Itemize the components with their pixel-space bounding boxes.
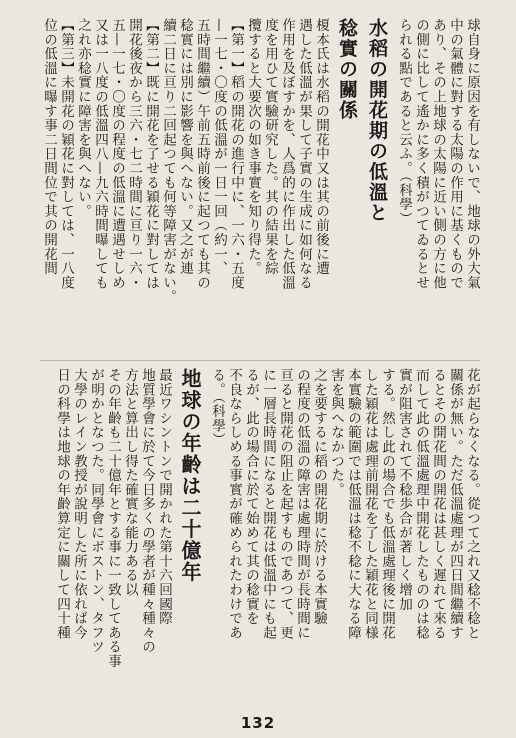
- text-column: 中の氣體に對する太陽の作用に基くもので: [447, 18, 463, 290]
- text-column: その年齡も二十億年とする事に一致してある事: [105, 368, 121, 669]
- text-column: るとその開花間の開花は甚しく遲れて來る: [430, 368, 446, 640]
- text-column: 之を要するに稻の開花期に於ける本實驗: [311, 368, 327, 626]
- text-column: 而して此の低溫處理中開花したもののは稔: [413, 368, 429, 640]
- text-column: 最近ワシントンで開かれた第十六回國際: [156, 368, 172, 626]
- text-column: 續二日に亘り二回起つても何等障害がない。: [160, 18, 176, 304]
- text-column: 不良ならしめる事實が確められたわけであ: [226, 368, 242, 640]
- text-column: 花が起らなくなる。從つて之れ又稔不稔と: [464, 368, 480, 640]
- text-column: 五時間繼續）午前五時前後に起つても其の: [194, 18, 210, 290]
- text-column: 遇した低溫が果して子實の生成に如何なる: [296, 18, 312, 290]
- text-column: に一層長時間になると開花は低溫中にも起: [260, 368, 276, 640]
- text-column: 關係が無い。ただ低溫處理が四日間繼續す: [447, 368, 463, 640]
- text-column: —一七・〇度の低溫が一日一回（約一、: [211, 18, 227, 276]
- text-column: 方法と算出し得た確實な能力ある以: [122, 368, 138, 597]
- text-column: した穎花は處理前開花を了した穎花と同様: [362, 368, 378, 640]
- text-column: 五—一七・〇度の程度の低溫に遭遇せしめ: [109, 18, 125, 290]
- text-column: 【第二】既に開花を了せる穎花に對しては: [143, 18, 159, 290]
- text-column: の側に比して遙かに多く積がつてゐるとせ: [413, 18, 429, 290]
- text-column: 作用を及ぼすかを、人爲的に作出した低溫: [279, 18, 295, 290]
- text-column: 亘ると開花の阻止を起すものであつて、更: [277, 368, 293, 640]
- text-column: の程度の低溫の障害は處理時間が長時間に: [294, 368, 310, 640]
- text-column: 開花後夜から三六・七二時間に亘り一六・: [126, 18, 142, 290]
- text-column: 地質學會に於て今日多くの學者が種々種々の: [139, 368, 155, 654]
- text-column: 【第三】未開花の穎花に對しては、一八度: [58, 18, 74, 290]
- text-column: られる點であると云ふ。（科學）: [396, 18, 412, 226]
- top-text-block: [40, 18, 480, 352]
- text-column: 本實驗の範圍では低溫は稔不稔に大なる障: [345, 368, 361, 640]
- text-column: 實が阻害されて不稔歩合が著しく增加: [396, 368, 412, 612]
- section-divider: [40, 360, 480, 361]
- bottom-text-block: [40, 368, 480, 702]
- text-column: 又は一八度の低溫四八—九六時間曝しても: [92, 18, 108, 290]
- text-column: 【第一】稻の開花の進行中に、一六・五度: [228, 18, 244, 290]
- text-column: 日の科學は地球の年齡算定に關して四十種: [54, 368, 70, 640]
- text-column: 之れ亦稔實に障害を與へない。: [75, 18, 91, 219]
- text-column: する。然し此の場合でも低溫處理後に開花: [379, 368, 395, 640]
- section-heading-rice: 水稻の開花期の低溫と: [366, 18, 388, 223]
- text-column: 攬すると大要次の如き事實を知り得た。: [245, 18, 261, 276]
- text-column: 球自身に原因を有しないで、地球の外大氣: [464, 18, 480, 290]
- text-column: あり、その上地球の太陽に近い側の方に他: [430, 18, 446, 290]
- text-column: 榎本氏は水稻の開花中又は其の前後に遭: [313, 18, 329, 276]
- text-column: 稔實には別に影響を與へない。又之が連: [177, 18, 193, 276]
- text-column: 害を與へなかつた。: [328, 368, 344, 497]
- text-column: る。（科學）: [209, 368, 225, 447]
- text-column: 大學のレイン教授が說明した所に依れば今: [71, 368, 87, 640]
- section-heading-rice-line-2: 稔實の關係: [336, 18, 358, 121]
- text-column: が明かとなつた。同學會にボストン、タフツ: [88, 368, 104, 654]
- text-column: 位の低溫に曝す事二日間位で其の開花間: [41, 18, 57, 276]
- page-number: 132: [240, 714, 276, 732]
- text-column: 度を用ひて實驗研究した。其の結果を綜: [262, 18, 278, 276]
- text-column: るが、此の場合に於て始めて其の稔實を: [243, 368, 259, 626]
- section-heading-earth-age: 地球の年齡は二十億年: [178, 368, 202, 583]
